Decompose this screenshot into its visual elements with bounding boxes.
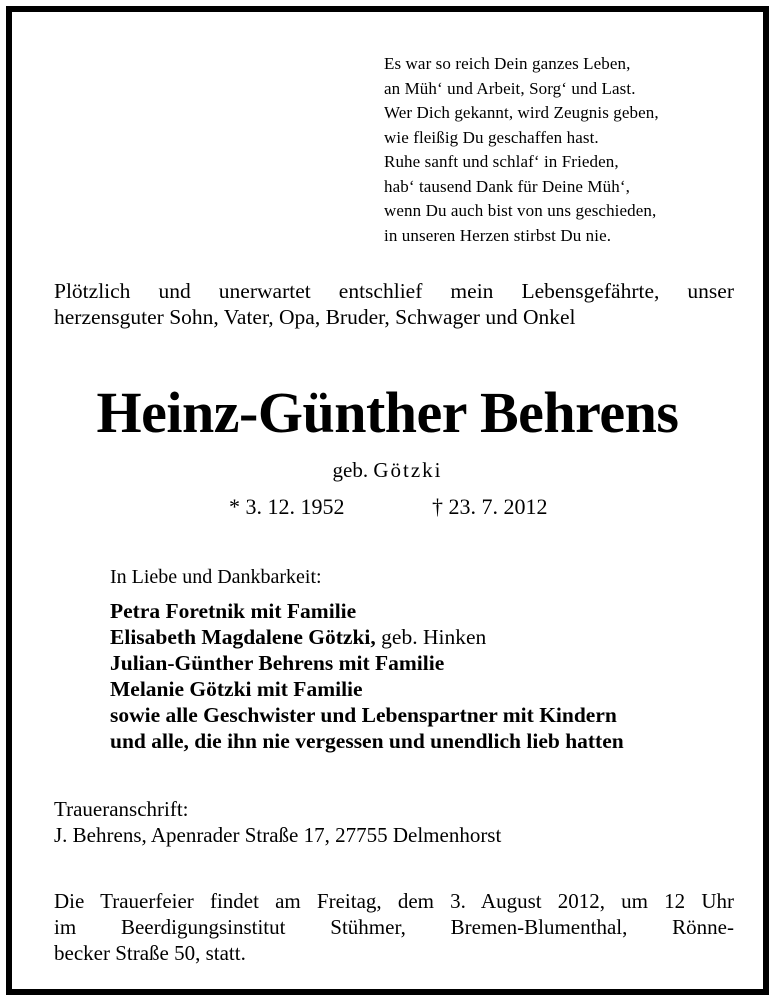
mourner-line: Petra Foretnik mit Familie [110, 599, 357, 623]
poem-line: an Müh‘ und Arbeit, Sorg‘ und Last. [384, 78, 636, 98]
poem-line: wenn Du auch bist von uns geschieden, [384, 201, 657, 220]
ceremony-line: becker Straße 50, statt. [54, 941, 246, 965]
poem-line: Ruhe sanft und schlaf‘ in Frieden, [384, 152, 619, 171]
mourner-line: und alle, die ihn nie vergessen und unendlich lieb hatten [110, 729, 624, 753]
ceremony-line: im Beerdigungsinstitut Stühmer, Bremen-Blumenthal, Rönne- [54, 915, 734, 939]
birth-name [12, 458, 763, 483]
death-date: † 23. 7. 2012 [432, 494, 548, 519]
mourners-list [110, 598, 750, 754]
mourner-line [110, 624, 750, 650]
mourning-address [54, 796, 501, 848]
obituary-notice [6, 6, 769, 995]
birth-date: * 3. 12. 1952 [229, 494, 345, 519]
poem-line: Es war so reich Dein ganzes Leben, [384, 54, 631, 73]
mourner-line: sowie alle Geschwister und Lebenspartner mit Kindern [110, 703, 617, 727]
ceremony-line: Die Trauerfeier findet am Freitag, dem 3. August 2012, um 12 Uhr [54, 889, 734, 913]
address-label: Traueranschrift: [54, 797, 189, 821]
intro-line: herzensguter Sohn, Vater, Opa, Bruder, Schwager und Onkel [54, 305, 576, 329]
poem-line: Wer Dich gekannt, wird Zeugnis geben, [384, 103, 659, 122]
poem [384, 52, 744, 248]
mourner-birth-name: geb. Hinken [381, 625, 487, 649]
ceremony-info [54, 888, 734, 966]
poem-line: wie fleißig Du geschaffen hast. [384, 127, 599, 147]
birth-name-value: Götzki [373, 458, 443, 482]
birth-name-prefix: geb. [332, 458, 369, 482]
address-value: J. Behrens, Apenrader Straße 17, 27755 Delmenhorst [54, 823, 502, 847]
mourner-name: Elisabeth Magdalene Götzki, [110, 625, 376, 649]
intro-line: Plötzlich und unerwartet entschlief mein Lebensgefährte, unser [54, 279, 734, 303]
mourner-line: Melanie Götzki mit Familie [110, 677, 363, 701]
deceased-name: Heinz-Günther Behrens [96, 380, 679, 445]
poem-line: hab‘ tausend Dank für Deine Müh‘, [384, 176, 630, 196]
dedication: In Liebe und Dankbarkeit: [110, 566, 322, 588]
intro-text [54, 278, 734, 330]
mourner-line: Julian-Günther Behrens mit Familie [110, 651, 445, 675]
poem-line: in unseren Herzen stirbst Du nie. [384, 225, 612, 245]
